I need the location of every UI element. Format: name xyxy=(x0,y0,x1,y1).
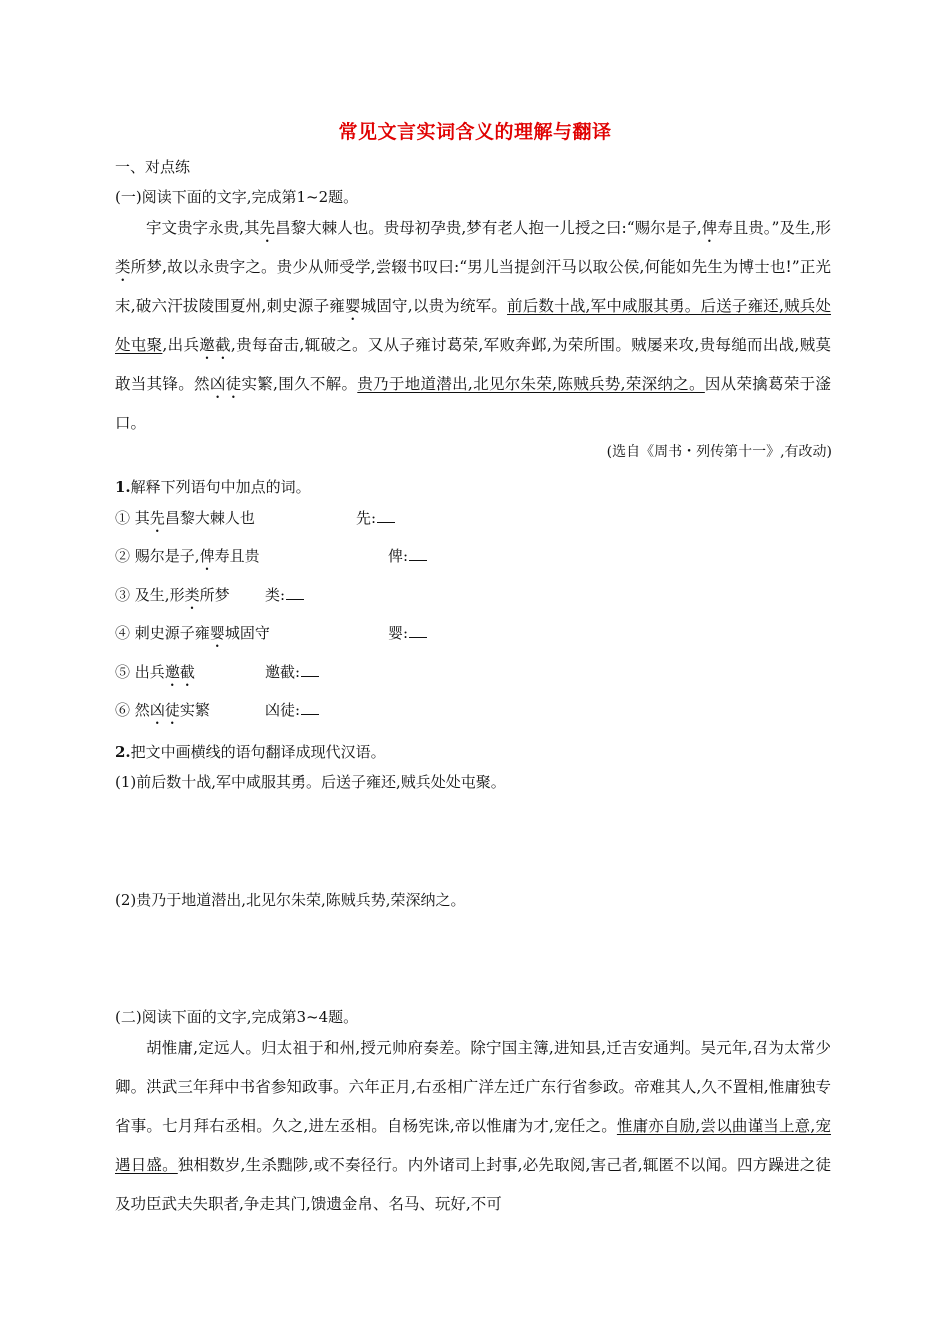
question-1-item: ⑥ 然凶徒实繁 xyxy=(115,701,210,719)
dotted-word: 婴 xyxy=(344,297,361,315)
part2-heading: (二)阅读下面的文字,完成第3~4题。 xyxy=(115,1008,359,1026)
page-title: 常见文言实词含义的理解与翻译 xyxy=(338,121,612,143)
answer-field[interactable]: 类: xyxy=(265,584,304,605)
answer-blank xyxy=(409,548,427,561)
question-1-item: ③ 及生,形类所梦 xyxy=(115,586,230,604)
answer-field[interactable]: 婴: xyxy=(388,622,427,643)
question-1-stem: 1.解释下列语句中加点的词。 xyxy=(115,478,311,496)
answer-field[interactable]: 先: xyxy=(356,507,395,528)
question-2-stem: 2.把文中画横线的语句翻译成现代汉语。 xyxy=(115,743,386,761)
source-citation: (选自《周书・列传第十一》,有改动) xyxy=(606,444,832,460)
answer-blank xyxy=(301,702,319,715)
passage-1: 宇文贵字永贵,其先昌黎大棘人也。贵母初孕贵,梦有老人抱一儿授之曰:“赐尔是子,俾寿且贵。”及生,形类所梦,故以永贵字之。贵少从师受学,尝辍书叹曰:“男儿当提剑汗马以取公侯,何能如先生为博士也!”正光末,破六汗拔陵围夏州,刺史源子雍婴城固守,以贵为统军。前后数十战,军中咸服其勇。后送子雍还,贼兵处处屯聚,出兵邀截,贵每奋击,辄破之。又从子雍讨葛荣,军败奔邺,为荣所围。贼屡来攻,贵每缒而出战,贼莫敢当其锋。然凶徒实繁,围久不解。贵乃于地道潜出,北见尔朱荣,陈贼兵势,荣深纳之。因从荣擒葛荣于滏口。 xyxy=(115,219,831,432)
dotted-word: 类 xyxy=(184,586,200,604)
answer-blank xyxy=(409,625,427,638)
dotted-word: 邀截 xyxy=(199,336,231,354)
question-2-sentence-1: (1)前后数十战,军中咸服其勇。后送子雍还,贼兵处处屯聚。 xyxy=(115,773,506,791)
dotted-word: 凶徒 xyxy=(149,701,180,719)
section-heading: 一、对点练 xyxy=(115,158,191,176)
passage-2: 胡惟庸,定远人。归太祖于和州,授元帅府奏差。除宁国主簿,进知县,迁吉安通判。吴元年,召为太常少卿。洪武三年拜中书省参知政事。六年正月,右丞相广洋左迁广东行省参政。帝难其人,久不置相,惟庸独专省事。七月拜右丞相。久之,进左丞相。自杨宪诛,帝以惟庸为才,宠任之。惟庸亦自励,尝以曲谨当上意,宠遇日盛。独相数岁,生杀黜陟,或不奏径行。内外诸司上封事,必先取阅,害己者,辄匿不以闻。四方躁进之徒及功臣武夫失职者,争走其门,馈遗金帛、名马、玩好,不可 xyxy=(115,1039,831,1213)
dotted-word: 俾 xyxy=(701,219,718,237)
underlined-sentence-1: 前后数十战,军中咸服其勇。后送子雍还,贼兵处处屯聚 xyxy=(115,297,831,354)
question-1-item: ⑤ 出兵邀截 xyxy=(115,663,195,681)
dotted-word: 邀截 xyxy=(164,663,195,681)
answer-field[interactable]: 俾: xyxy=(388,545,427,566)
question-1-item: ④ 刺史源子雍婴城固守 xyxy=(115,624,270,642)
dotted-word: 婴 xyxy=(209,624,225,642)
part1-heading: (一)阅读下面的文字,完成第1~2题。 xyxy=(115,188,359,206)
answer-blank xyxy=(377,510,395,523)
question-2-sentence-2: (2)贵乃于地道潜出,北见尔朱荣,陈贼兵势,荣深纳之。 xyxy=(115,891,466,909)
dotted-word: 先 xyxy=(149,509,165,527)
answer-field[interactable]: 邀截: xyxy=(265,661,319,682)
question-1-item: ① 其先昌黎大棘人也 xyxy=(115,509,255,527)
answer-blank xyxy=(286,587,304,600)
dotted-word: 俾 xyxy=(199,547,215,565)
question-1-item: ② 赐尔是子,俾寿且贵 xyxy=(115,547,260,565)
dotted-word: 凶徒 xyxy=(209,375,242,393)
dotted-word: 类 xyxy=(115,258,131,276)
underlined-sentence-3: 惟庸亦自励,尝以曲谨当上意,宠遇日盛。 xyxy=(115,1117,831,1174)
underlined-sentence-2: 贵乃于地道潜出,北见尔朱荣,陈贼兵势,荣深纳之。 xyxy=(357,375,705,393)
dotted-word: 先 xyxy=(259,219,276,237)
answer-blank xyxy=(301,664,319,677)
answer-field[interactable]: 凶徒: xyxy=(265,699,319,720)
